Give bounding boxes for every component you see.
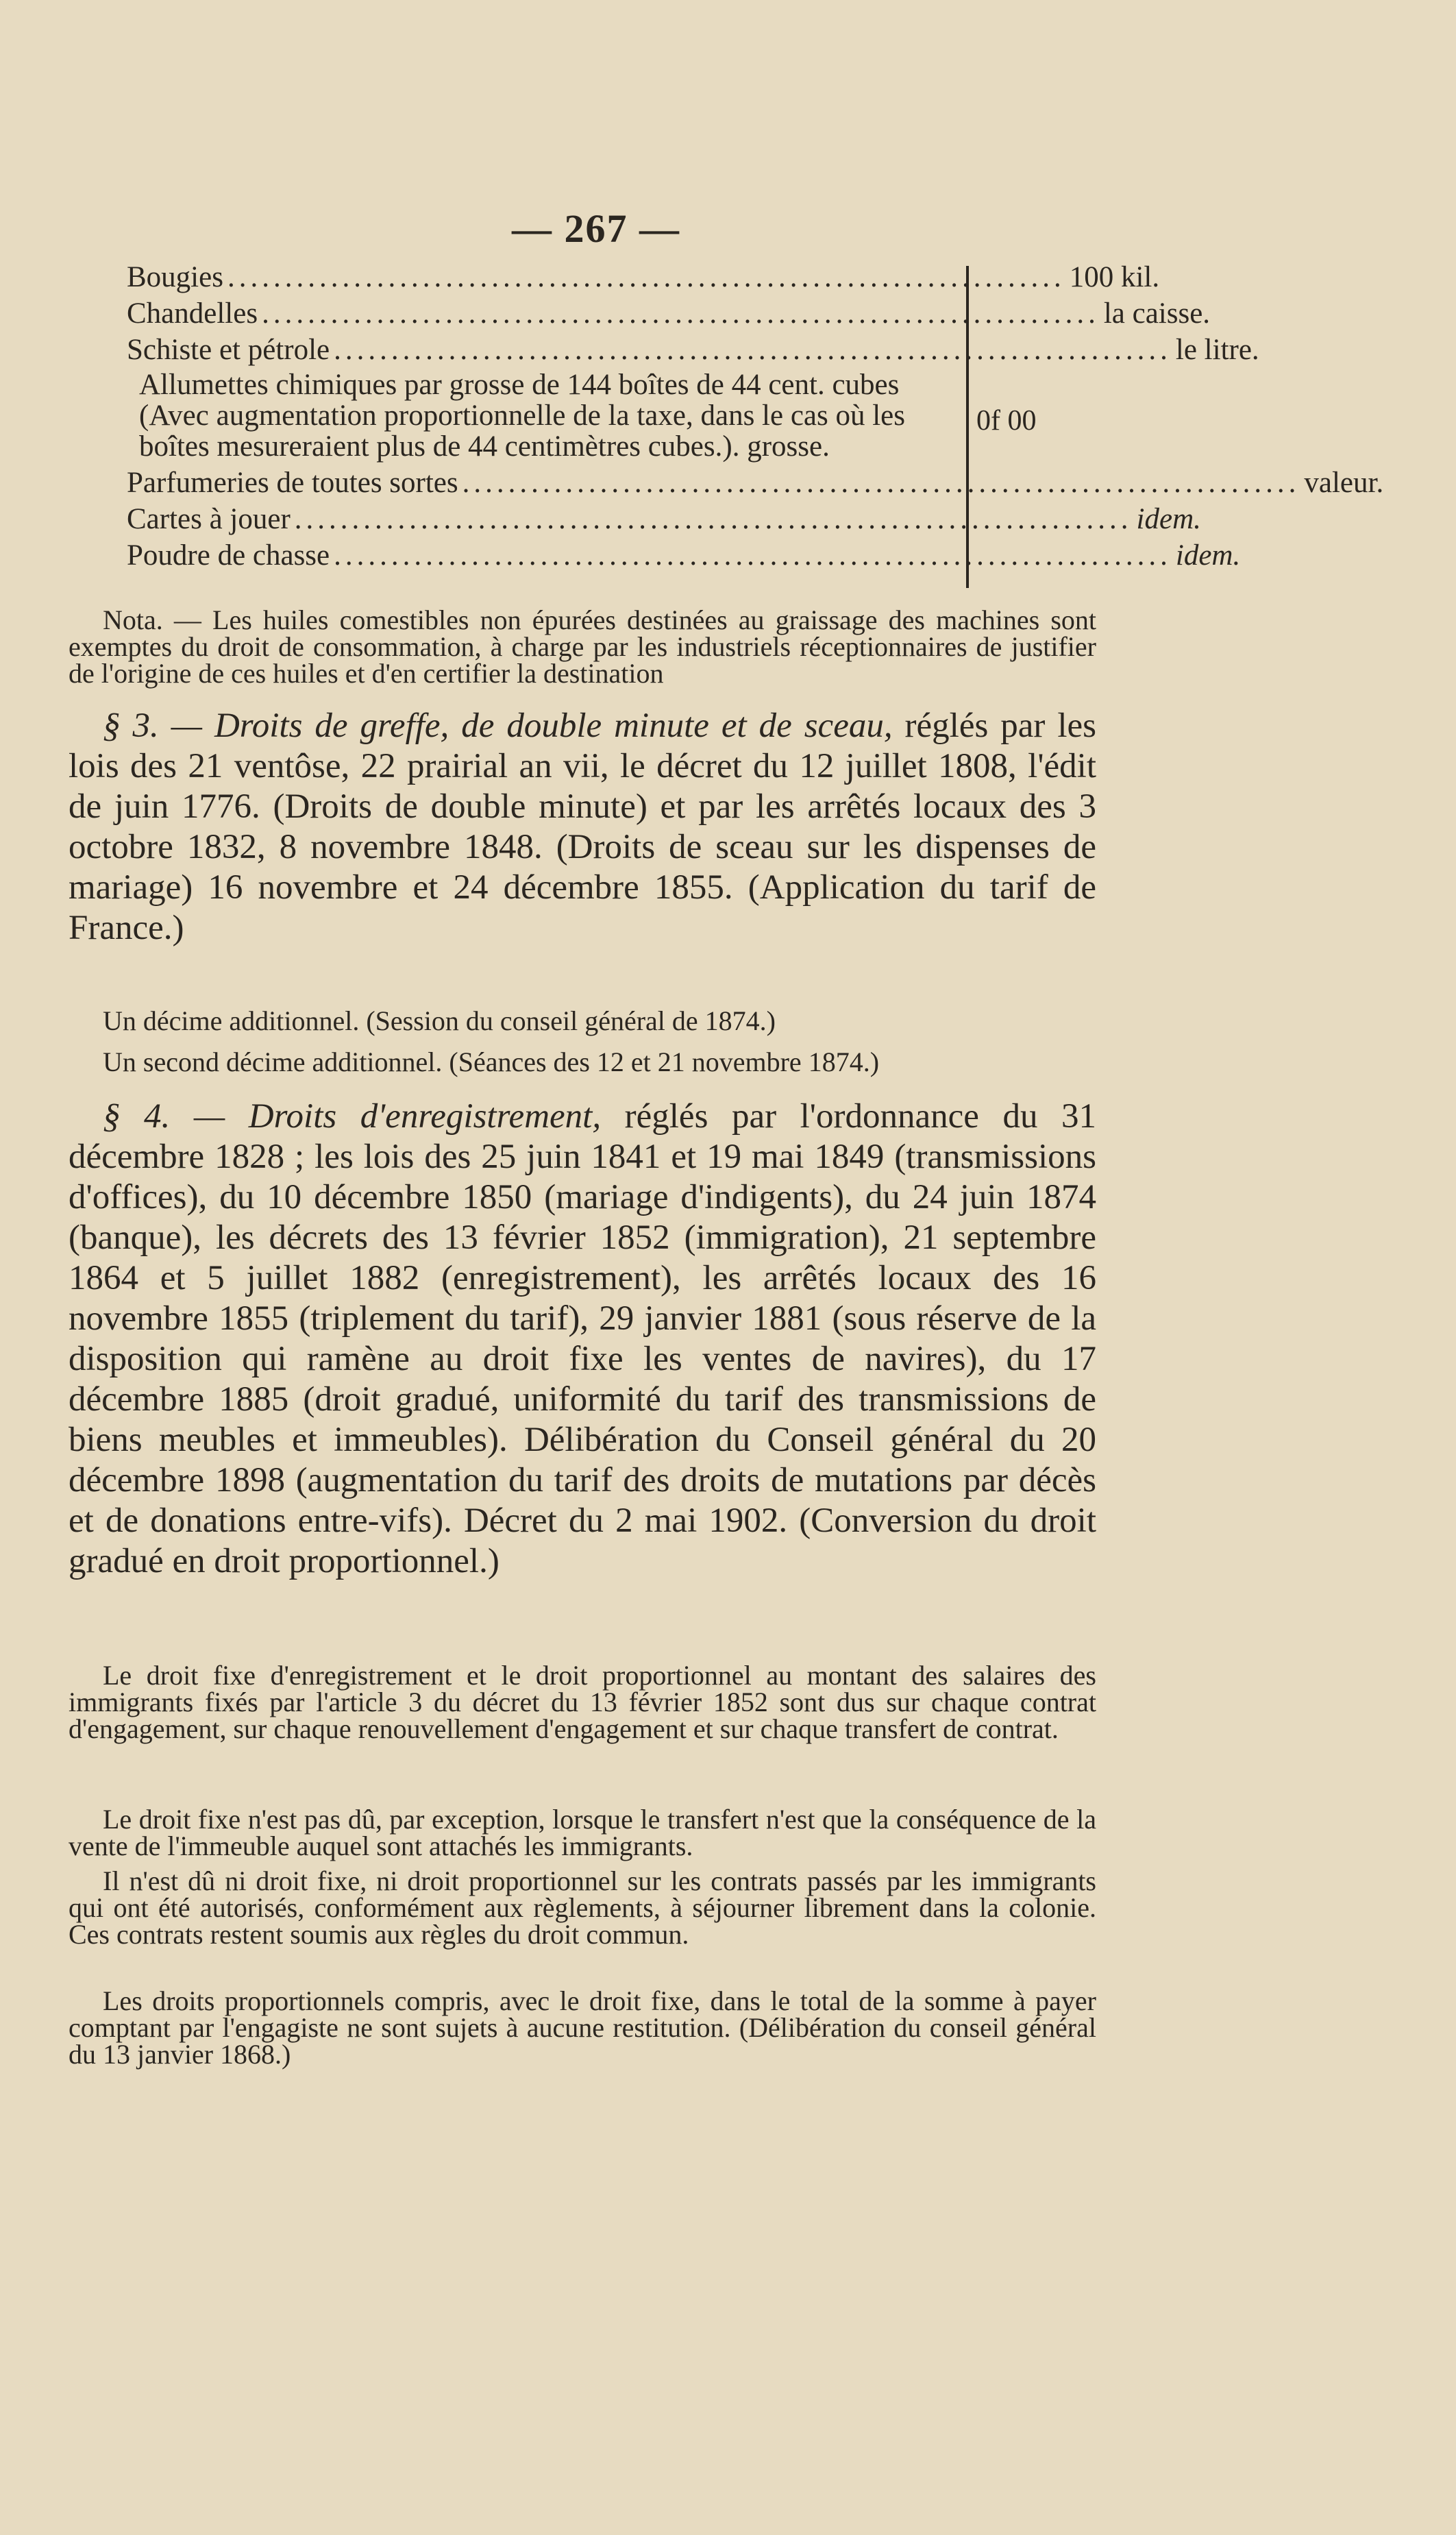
tariff-unit: valeur.	[1304, 467, 1384, 499]
brace-icon	[946, 266, 969, 588]
tariff-row	[127, 332, 1259, 368]
tariff-item: Parfumeries de toutes sortes	[127, 467, 458, 499]
tariff-item: Cartes à jouer	[127, 503, 291, 535]
brace-value: 0f 00	[976, 405, 1037, 437]
paragraph: Il n'est dû ni droit fixe, ni droit proportionnel sur les contrats passés par les immigrants qui ont été autorisés, conformément aux règlements, à séjourner librement dans la colonie. Ces contrats restent soumis aux règles du droit commun.	[69, 1865, 1096, 1950]
tariff-unit: 100 kil.	[1069, 261, 1160, 293]
tariff-row	[127, 259, 1160, 295]
page-number: — 267 —	[512, 206, 680, 251]
tariff-row	[127, 295, 1211, 332]
tariff-row	[127, 465, 1384, 501]
section-4-title: § 4. — Droits d'enregistrement,	[103, 1097, 602, 1136]
paragraph: Le droit fixe n'est pas dû, par exception, lorsque le transfert n'est que la conséquence de la vente de l'immeuble auquel sont attachés les immigrants.	[69, 1804, 1096, 1861]
tariff-item-allumettes: Allumettes chimiques par grosse de 144 boîtes de 44 cent. cubes (Avec augmentation proportionnelle de la taxe, dans le cas où les boîtes mesureraient plus de 44 centimètres cubes.). grosse.	[139, 369, 905, 463]
tariff-unit: le litre.	[1175, 334, 1259, 366]
tariff-row	[127, 537, 1241, 574]
tariff-row	[127, 501, 1201, 537]
decime-1: Un décime additionnel. (Session du conseil général de 1874.)	[103, 1005, 776, 1036]
leader-dots: .........................................................................	[334, 539, 1172, 572]
paragraph: Les droits proportionnels compris, avec le droit fixe, dans le total de la somme à payer comptant par l'engagiste ne sont sujets à aucune restitution. (Délibération du conseil général du 13 janvier 1868.)	[69, 1985, 1096, 2070]
decime-2: Un second décime additionnel. (Séances des 12 et 21 novembre 1874.)	[103, 1046, 880, 1077]
section-4	[69, 1097, 1096, 1582]
blank-margin	[0, 2138, 1456, 2535]
section-3	[69, 706, 1096, 948]
paragraph: Le droit fixe d'enregistrement et le droit proportionnel au montant des salaires des immigrants fixés par l'article 3 du décret du 13 février 1852 sont dus sur chaque contrat d'engagement, sur chaque renouvellement d'engagement et sur chaque transfert de contrat.	[69, 1660, 1096, 1744]
nota-paragraph: Nota. — Les huiles comestibles non épurées destinées au graissage des machines sont exemptes du droit de consommation, à charge par les industriels réceptionnaires de justifier de l'origine de ces huiles et d'en certifier la destination	[69, 604, 1096, 689]
tariff-item: Poudre de chasse	[127, 539, 330, 572]
tariff-unit: idem.	[1175, 539, 1241, 572]
leader-dots: .........................................................................	[462, 467, 1300, 499]
section-3-text: réglés par les lois des 21 ventôse, 22 prairial an vii, le décret du 12 juillet 1808, l'édit de juin 1776. (Droits de double minute) et par les arrêtés locaux des 3 octobre 1832, 8 novembre 1848. (Droits de sceau sur les dispenses de mariage) 16 novembre et 24 décembre 1855. (Application du tarif de France.)	[69, 707, 1097, 947]
tariff-item: Schiste et pétrole	[127, 334, 330, 366]
section-4-text: réglés par l'ordonnance du 31 décembre 1828 ; les lois des 25 juin 1841 et 19 mai 1849 (transmissions d'offices), du 10 décembre 1850 (mariage d'indigents), du 24 juin 1874 (banque), les décrets des 13 février 1852 (immigration), 21 septembre 1864 et 5 juillet 1882 (enregistrement), les arrêtés locaux des 16 novembre 1855 (triplement du tarif), 29 janvier 1881 (sous réserve de la disposition qui ramène au droit fixe les ventes de navires), du 17 décembre 1885 (droit gradué, uniformité du tarif des transmissions de biens meubles et immeubles). Délibération du Conseil général du 20 décembre 1898 (augmentation du tarif des droits de mutations par décès et de donations entre-vifs). Décret du 2 mai 1902. (Conversion du droit gradué en droit proportionnel.)	[69, 1097, 1096, 1580]
tariff-unit: la caisse.	[1103, 297, 1211, 330]
tariff-unit: idem.	[1136, 503, 1201, 535]
tariff-item: Chandelles	[127, 297, 258, 330]
leader-dots: .........................................................................	[334, 334, 1172, 366]
tariff-item: Bougies	[127, 261, 223, 293]
leader-dots: .........................................................................	[262, 297, 1100, 330]
leader-dots: .........................................................................	[227, 261, 1065, 293]
leader-dots: .........................................................................	[294, 503, 1133, 535]
section-3-title: § 3. — Droits de greffe, de double minute et de sceau,	[103, 707, 893, 745]
